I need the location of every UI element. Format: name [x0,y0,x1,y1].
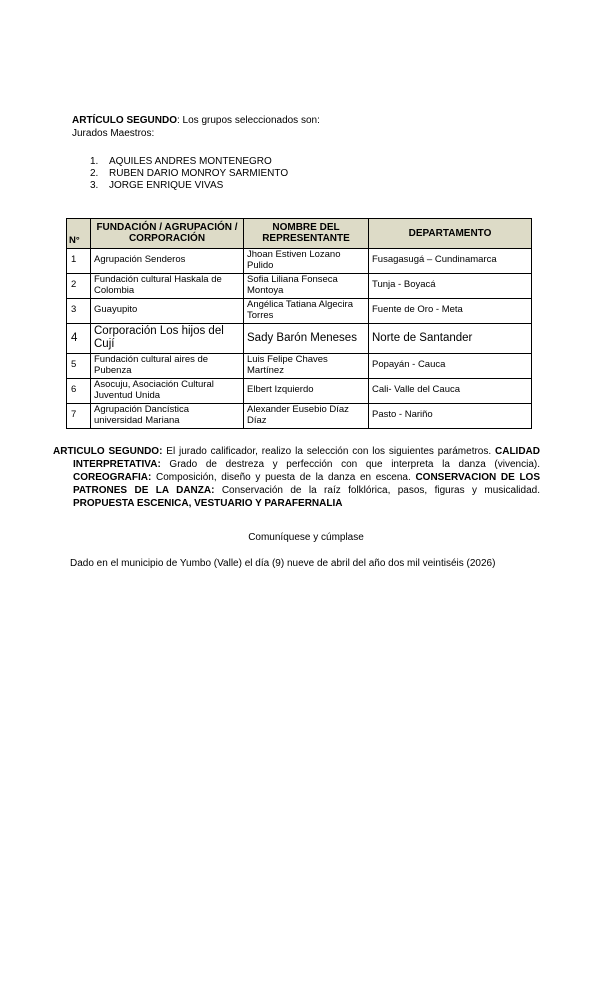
header-num: N° [67,219,91,249]
paragraph-segment: Composición, diseño y puesta de la danza en escena. [151,472,416,483]
cell-num: 7 [67,404,91,429]
list-item-number: 3. [90,180,99,191]
list-item-name: AQUILES ANDRES MONTENEGRO [109,156,272,167]
header-dept: DEPARTAMENTO [369,219,532,249]
list-item-name: RUBEN DARIO MONROY SARMIENTO [109,168,289,179]
list-item [90,168,540,180]
cell-rep: Elbert Izquierdo [244,379,369,404]
list-item-name: JORGE ENRIQUE VIVAS [109,180,224,191]
paragraph-segment: Conservación de la raíz folklórica, pasos, figuras y musicalidad. [214,485,540,496]
paragraph-segment: PROPUESTA ESCENICA, VESTUARIO Y PARAFERNALIA [73,498,343,509]
list-item-number: 1. [90,156,99,167]
cell-dept: Fusagasugá – Cundinamarca [369,249,532,274]
table-row [67,354,532,379]
cell-num: 6 [67,379,91,404]
dateline: Dado en el municipio de Yumbo (Valle) el día (9) nueve de abril del año dos mil veintiséis (2026) [70,558,496,569]
header-rep: NOMBRE DEL REPRESENTANTE [244,219,369,249]
cell-dept: Tunja - Boyacá [369,274,532,299]
paragraph-segment: ARTICULO SEGUNDO: [53,446,163,457]
paragraph-segment: COREOGRAFIA: [73,472,152,483]
article-heading-label: ARTÍCULO SEGUNDO [72,115,177,126]
table-row [67,324,532,354]
cell-num: 3 [67,299,91,324]
cell-rep: Sady Barón Meneses [244,324,369,354]
cell-rep: Sofia Liliana Fonseca Montoya [244,274,369,299]
jurados-subtitle: Jurados Maestros: [72,127,155,139]
table-row [67,249,532,274]
table-header [67,219,532,249]
article-heading-text: : Los grupos seleccionados son: [177,115,320,126]
cell-rep: Alexander Eusebio Díaz Díaz [244,404,369,429]
cell-rep: Jhoan Estiven Lozano Pulido [244,249,369,274]
closing-formula: Comuníquese y cúmplase [248,532,364,543]
cell-num: 1 [67,249,91,274]
paragraph-segment: CALIDAD INTERPRETATIVA: [73,446,540,470]
cell-org: Asocuju, Asociación Cultural Juventud Unida [91,379,244,404]
cell-dept: Cali- Valle del Cauca [369,379,532,404]
table-row [67,299,532,324]
cell-org: Corporación Los hijos del Cují [91,324,244,354]
list-item [90,156,540,168]
header-org: FUNDACIÓN / AGRUPACIÓN / CORPORACIÓN [91,219,244,249]
cell-org: Fundación cultural Haskala de Colombia [91,274,244,299]
table-header-row [67,219,532,249]
cell-rep: Luis Felipe Chaves Martínez [244,354,369,379]
selected-groups-table [66,218,532,429]
paragraph-segment: CONSERVACION DE LOS PATRONES DE LA DANZA: [73,472,540,496]
parameters-paragraph [53,445,540,510]
cell-dept: Pasto - Nariño [369,404,532,429]
cell-org: Guayupito [91,299,244,324]
cell-num: 2 [67,274,91,299]
cell-dept: Popayán - Cauca [369,354,532,379]
table-row [67,404,532,429]
cell-org: Fundación cultural aires de Pubenza [91,354,244,379]
cell-org: Agrupación Senderos [91,249,244,274]
article-heading [72,115,540,128]
cell-rep: Angélica Tatiana Algecira Torres [244,299,369,324]
table-row [67,274,532,299]
paragraph-segment: Grado de destreza y perfección con que interpreta la danza (vivencia). [160,459,540,470]
jurados-list [90,156,540,192]
cell-num: 5 [67,354,91,379]
table-row [67,379,532,404]
list-item [90,180,540,192]
paragraph-segment: El jurado calificador, realizo la selección con los siguientes parámetros. [162,446,495,457]
cell-org: Agrupación Dancística universidad Mariana [91,404,244,429]
cell-dept: Fuente de Oro - Meta [369,299,532,324]
cell-num: 4 [67,324,91,354]
cell-dept: Norte de Santander [369,324,532,354]
list-item-number: 2. [90,168,99,179]
